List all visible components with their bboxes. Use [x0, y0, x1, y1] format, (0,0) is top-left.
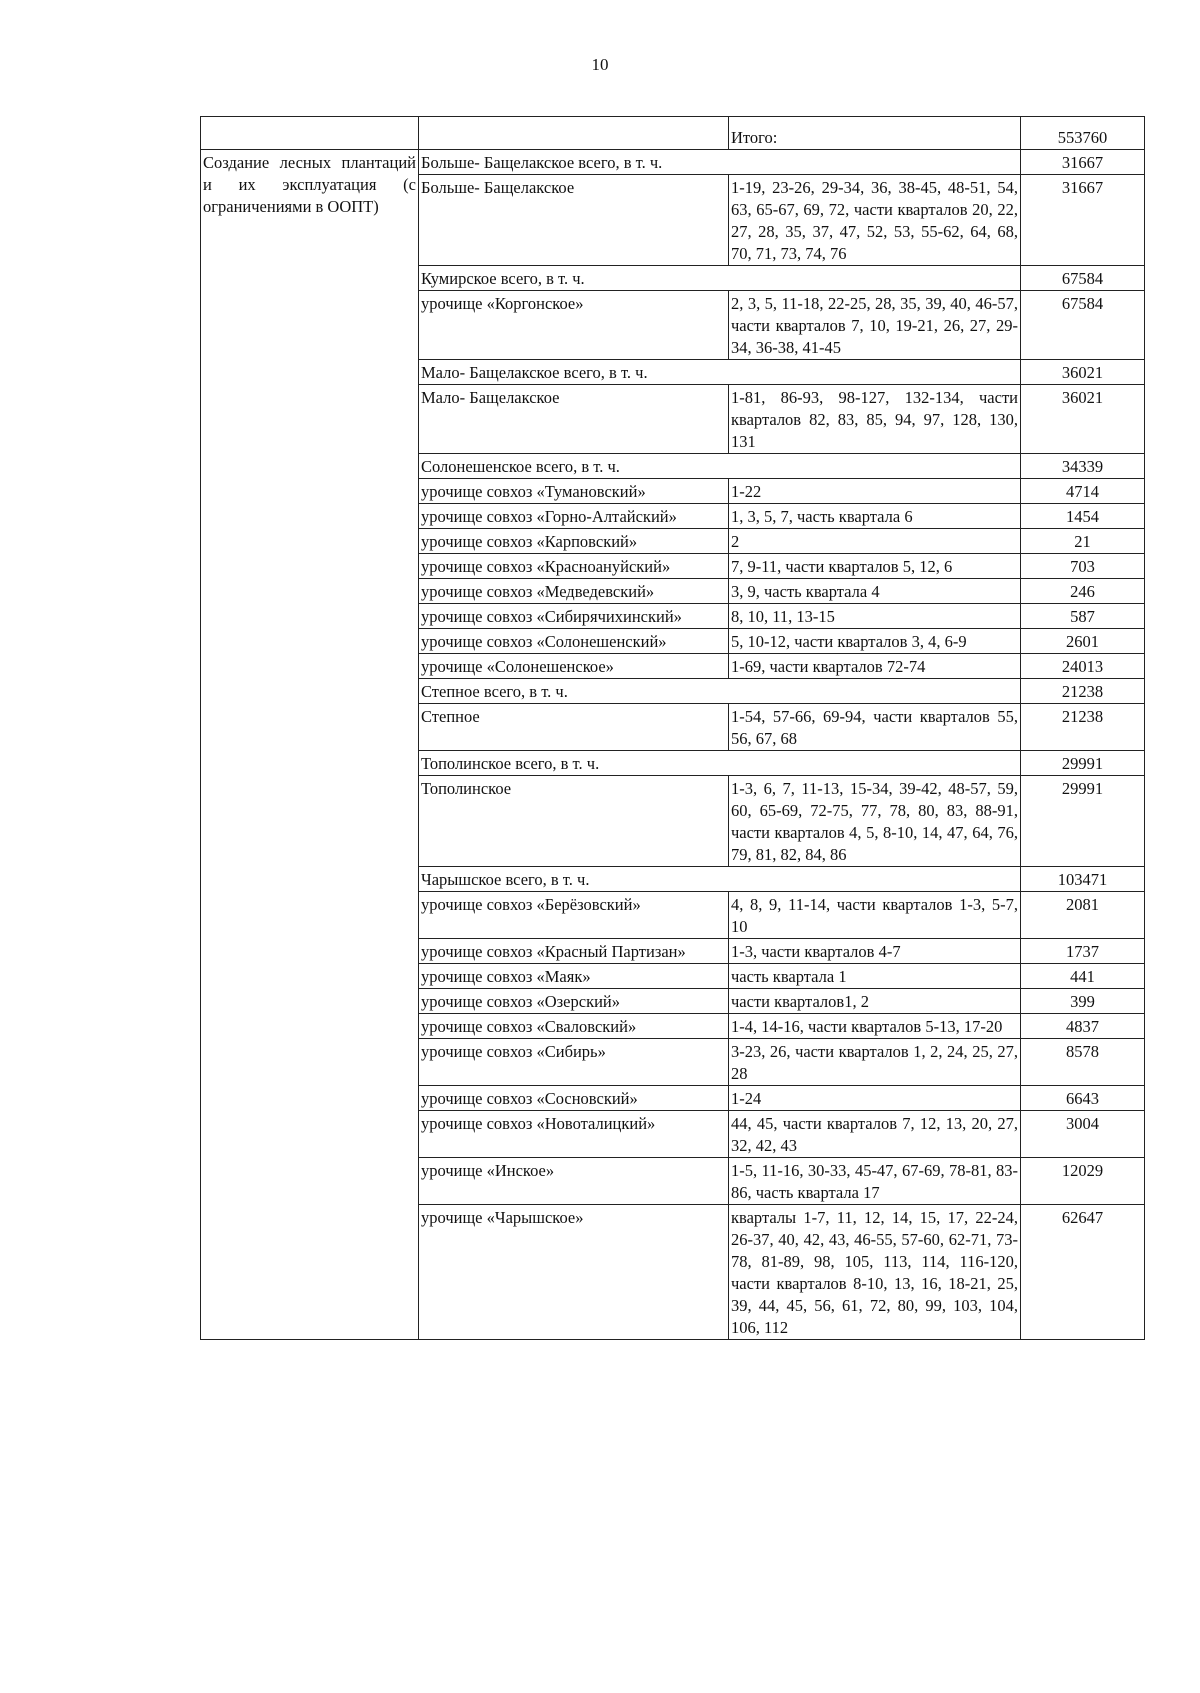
tract-name: урочище совхоз «Сваловский» — [419, 1014, 729, 1039]
total-row — [201, 117, 1145, 150]
area-cell: 31667 — [1021, 175, 1145, 266]
forestry-total-name: Тополинское всего, в т. ч. — [419, 751, 1021, 776]
tract-name: Больше- Бащелакское — [419, 175, 729, 266]
area-cell: 703 — [1021, 554, 1145, 579]
quarters-cell: 1-81, 86-93, 98-127, 132-134, части кварталов 82, 83, 85, 94, 97, 128, 130, 131 — [729, 385, 1021, 454]
area-cell: 36021 — [1021, 385, 1145, 454]
tract-name: Тополинское — [419, 776, 729, 867]
tract-name: урочище совхоз «Медведевский» — [419, 579, 729, 604]
tract-name: урочище совхоз «Красный Партизан» — [419, 939, 729, 964]
quarters-cell: 1-54, 57-66, 69-94, части кварталов 55, 56, 67, 68 — [729, 704, 1021, 751]
tract-name: урочище «Чарышское» — [419, 1205, 729, 1340]
quarters-cell: 3, 9, часть квартала 4 — [729, 579, 1021, 604]
quarters-cell: 1-22 — [729, 479, 1021, 504]
area-cell: 3004 — [1021, 1111, 1145, 1158]
page-number: 10 — [591, 55, 609, 74]
quarters-cell: 2, 3, 5, 11-18, 22-25, 28, 35, 39, 40, 46-57, части кварталов 7, 10, 19-21, 26, 27, 29-34, 36-38, 41-45 — [729, 291, 1021, 360]
quarters-cell: 1-5, 11-16, 30-33, 45-47, 67-69, 78-81, 83-86, часть квартала 17 — [729, 1158, 1021, 1205]
area-cell: 2601 — [1021, 629, 1145, 654]
quarters-cell: 44, 45, части кварталов 7, 12, 13, 20, 27, 32, 42, 43 — [729, 1111, 1021, 1158]
area-cell: 67584 — [1021, 291, 1145, 360]
tract-name: Степное — [419, 704, 729, 751]
quarters-cell: 1-19, 23-26, 29-34, 36, 38-45, 48-51, 54, 63, 65-67, 69, 72, части кварталов 20, 22, 27, 28, 35, 37, 47, 52, 53, 55-62, 64, 68, 70, 71, 73, 74, 76 — [729, 175, 1021, 266]
tract-name: урочище совхоз «Красноануйский» — [419, 554, 729, 579]
quarters-cell: кварталы 1-7, 11, 12, 14, 15, 17, 22-24, 26-37, 40, 42, 43, 46-55, 57-60, 62-71, 73-78, 81-89, 98, 105, 113, 114, 116-120, части кварталов 8-10, 13, 16, 18-21, 25, 39, 44, 45, 56, 61, 72, 80, 99, 103, 104, 106, 112 — [729, 1205, 1021, 1340]
forestry-total-name: Кумирское всего, в т. ч. — [419, 266, 1021, 291]
area-cell: 21238 — [1021, 679, 1145, 704]
tract-name: урочище совхоз «Горно-Алтайский» — [419, 504, 729, 529]
tract-name: урочище совхоз «Берёзовский» — [419, 892, 729, 939]
forestry-total-name: Чарышское всего, в т. ч. — [419, 867, 1021, 892]
quarters-cell: 3-23, 26, части кварталов 1, 2, 24, 25, 27, 28 — [729, 1039, 1021, 1086]
area-cell: 8578 — [1021, 1039, 1145, 1086]
area-cell: 31667 — [1021, 150, 1145, 175]
quarters-cell: части кварталов1, 2 — [729, 989, 1021, 1014]
area-cell: 36021 — [1021, 360, 1145, 385]
forestry-total-name: Степное всего, в т. ч. — [419, 679, 1021, 704]
forestry-total-name: Солонешенское всего, в т. ч. — [419, 454, 1021, 479]
total-value: 553760 — [1021, 117, 1145, 150]
area-cell: 399 — [1021, 989, 1145, 1014]
tract-name: урочище совхоз «Сосновский» — [419, 1086, 729, 1111]
quarters-cell: 7, 9-11, части кварталов 5, 12, 6 — [729, 554, 1021, 579]
area-cell: 67584 — [1021, 266, 1145, 291]
area-cell: 24013 — [1021, 654, 1145, 679]
tract-name: урочище совхоз «Маяк» — [419, 964, 729, 989]
tract-name: урочище «Солонешенское» — [419, 654, 729, 679]
area-cell: 4837 — [1021, 1014, 1145, 1039]
quarters-cell: 1-4, 14-16, части кварталов 5-13, 17-20 — [729, 1014, 1021, 1039]
area-cell: 1737 — [1021, 939, 1145, 964]
quarters-cell: 1-24 — [729, 1086, 1021, 1111]
area-cell: 587 — [1021, 604, 1145, 629]
tract-name: урочище «Инское» — [419, 1158, 729, 1205]
area-cell: 29991 — [1021, 776, 1145, 867]
tract-name: урочище совхоз «Новоталицкий» — [419, 1111, 729, 1158]
area-cell: 6643 — [1021, 1086, 1145, 1111]
category-cell: Создание лесных плантаций и их эксплуатация (с ограничениями в ООПТ) — [201, 150, 419, 1340]
quarters-cell: 5, 10-12, части кварталов 3, 4, 6-9 — [729, 629, 1021, 654]
area-cell: 34339 — [1021, 454, 1145, 479]
forest-table-body — [201, 117, 1145, 1340]
total-label: Итого: — [729, 117, 1021, 150]
area-cell: 62647 — [1021, 1205, 1145, 1340]
empty-cell — [419, 117, 729, 150]
area-cell: 2081 — [1021, 892, 1145, 939]
quarters-cell: часть квартала 1 — [729, 964, 1021, 989]
area-cell: 103471 — [1021, 867, 1145, 892]
quarters-cell: 1, 3, 5, 7, часть квартала 6 — [729, 504, 1021, 529]
quarters-cell: 2 — [729, 529, 1021, 554]
area-cell: 1454 — [1021, 504, 1145, 529]
quarters-cell: 1-69, части кварталов 72-74 — [729, 654, 1021, 679]
tract-name: урочище совхоз «Сибирячихинский» — [419, 604, 729, 629]
tract-name: урочище совхоз «Сибирь» — [419, 1039, 729, 1086]
quarters-cell: 4, 8, 9, 11-14, части кварталов 1-3, 5-7, 10 — [729, 892, 1021, 939]
quarters-cell: 8, 10, 11, 13-15 — [729, 604, 1021, 629]
tract-name: урочище совхоз «Солонешенский» — [419, 629, 729, 654]
area-cell: 441 — [1021, 964, 1145, 989]
tract-name: урочище совхоз «Карповский» — [419, 529, 729, 554]
forest-table — [200, 116, 1145, 1340]
area-cell: 29991 — [1021, 751, 1145, 776]
tract-name: урочище «Коргонское» — [419, 291, 729, 360]
area-cell: 4714 — [1021, 479, 1145, 504]
tract-name: Мало- Бащелакское — [419, 385, 729, 454]
area-cell: 12029 — [1021, 1158, 1145, 1205]
forestry-total-name: Больше- Бащелакское всего, в т. ч. — [419, 150, 1021, 175]
forestry-group-row — [201, 150, 1145, 175]
empty-cell — [201, 117, 419, 150]
area-cell: 21238 — [1021, 704, 1145, 751]
forestry-total-name: Мало- Бащелакское всего, в т. ч. — [419, 360, 1021, 385]
quarters-cell: 1-3, 6, 7, 11-13, 15-34, 39-42, 48-57, 59, 60, 65-69, 72-75, 77, 78, 80, 83, 88-91, части кварталов 4, 5, 8-10, 14, 47, 64, 76, 79, 81, 82, 84, 86 — [729, 776, 1021, 867]
area-cell: 21 — [1021, 529, 1145, 554]
tract-name: урочище совхоз «Тумановский» — [419, 479, 729, 504]
quarters-cell: 1-3, части кварталов 4-7 — [729, 939, 1021, 964]
tract-name: урочище совхоз «Озерский» — [419, 989, 729, 1014]
area-cell: 246 — [1021, 579, 1145, 604]
